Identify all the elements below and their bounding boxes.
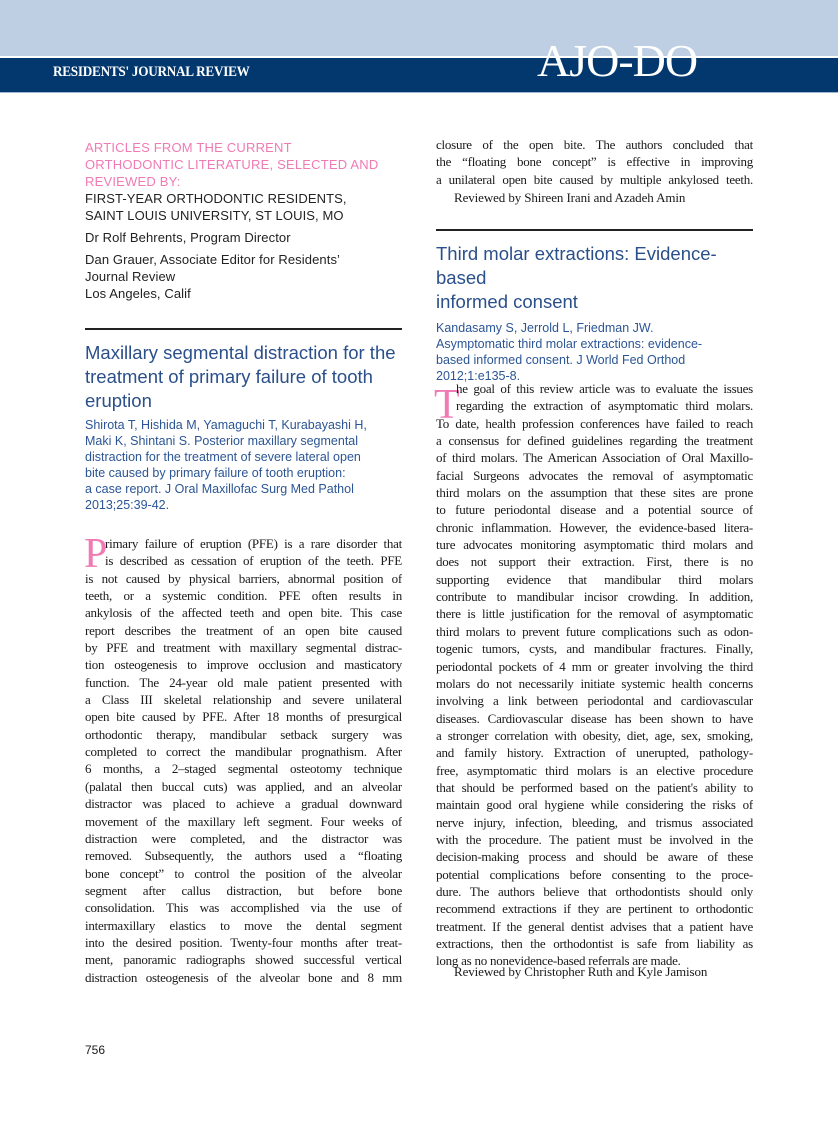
body-line: distraction osteogenesis of the alveolar bone and 8 mm xyxy=(85,969,402,985)
body-line: free, asymptomatic third molars is an elective procedure xyxy=(436,762,753,778)
body-line: completed to correct the mandibular prognathism. After xyxy=(85,744,402,760)
intro-heading xyxy=(85,139,402,190)
citation-line: 2012;1:e135-8. xyxy=(436,369,521,383)
body-line: periodontal pockets of 4 mm or greater involving the third xyxy=(436,658,753,674)
body-line: third molars to prevent future complications such as odon- xyxy=(436,623,753,639)
title-line: Maxillary segmental distraction for the xyxy=(85,342,396,363)
body-line: a consensus for defined guidelines regarding the treatment xyxy=(436,433,753,449)
body-line: ankylosis of the affected teeth and open bite. This case xyxy=(85,605,402,621)
intro-editor xyxy=(85,251,402,302)
body-line: (palatal then buccal cuts) was applied, and an alveolar xyxy=(85,778,402,794)
intro-editor-line: Journal Review xyxy=(85,269,176,284)
header-band-light xyxy=(0,0,838,56)
body-line: that should be performed based on the patient's ability to xyxy=(436,779,753,795)
body-line: To date, health profession conferences have failed to reach xyxy=(436,415,753,431)
body-line: regarding the extraction of asymptomatic third molars. xyxy=(456,398,753,414)
intro-editor-line: Dan Grauer, Associate Editor for Residents’ xyxy=(85,252,341,267)
intro-residents-line: SAINT LOUIS UNIVERSITY, ST LOUIS, MO xyxy=(85,208,344,223)
body-line: bone concept” to control the position of the alveolar xyxy=(85,865,402,881)
citation-line: Kandasamy S, Jerrold L, Friedman JW. xyxy=(436,321,654,335)
article2-citation xyxy=(436,320,753,384)
article1-citation xyxy=(85,417,402,513)
body-line: distractor was placed to achieve a gradual downward xyxy=(85,796,402,812)
body-line: ture advocates monitoring asymptomatic third molars and xyxy=(436,537,753,553)
citation-line: Asymptomatic third molar extractions: evidence- xyxy=(436,337,703,351)
body-line: there is little justification for the removal of asymptomatic xyxy=(436,606,753,622)
divider xyxy=(436,229,753,231)
intro-editor-line: Los Angeles, Calif xyxy=(85,286,191,301)
body-line: dure. The authors believe that orthodontists should only xyxy=(436,883,753,899)
body-line: decision-making process and should be aware of these xyxy=(436,849,753,865)
citation-line: based informed consent. J World Fed Orthod xyxy=(436,353,686,367)
body-line: and family history. Extraction of unerupted, pathology- xyxy=(436,745,753,761)
intro-block xyxy=(85,139,402,302)
body-line: he goal of this review article was to evaluate the issues xyxy=(456,381,753,396)
body-line: is described as cessation of eruption of the teeth. PFE xyxy=(105,553,402,569)
body-line: into the desired position. Twenty-four months after treat- xyxy=(85,934,402,950)
body-line: recommend extractions if they are pertinent to orthodontic xyxy=(436,901,753,917)
article1-body xyxy=(84,531,402,986)
citation-line: 2013;25:39-42. xyxy=(85,498,170,512)
body-line: maintain good oral hygiene while considering the risks of xyxy=(436,797,753,813)
article1-body-continued xyxy=(436,136,753,188)
body-line: segment after callus distraction, but before bone xyxy=(85,882,402,898)
body-line: report describes the treatment of an open bite caused xyxy=(85,622,402,638)
body-line: treatment. If the general dentist advises that a patient have xyxy=(436,918,753,934)
citation-line: Shirota T, Hishida M, Yamaguchi T, Kurabayashi H, xyxy=(85,418,367,432)
body-line: a stronger correlation with obesity, diet, age, sex, smoking, xyxy=(436,727,753,743)
body-line: diseases. Cardiovascular disease has been shown to have xyxy=(436,710,753,726)
body-line: distraction were completed, and the distractor was xyxy=(85,830,402,846)
intro-residents xyxy=(85,190,402,224)
title-line: treatment of primary failure of tooth xyxy=(85,366,373,387)
intro-residents-line: FIRST-YEAR ORTHODONTIC RESIDENTS, xyxy=(85,191,347,206)
title-line: eruption xyxy=(85,390,152,411)
body-line: to future periodontal disease and a potential source of xyxy=(436,502,753,518)
article1-title xyxy=(85,341,402,413)
body-line: facial Surgeons advocates the removal of asymptomatic xyxy=(436,467,753,483)
intro-heading-line: ORTHODONTIC LITERATURE, SELECTED AND xyxy=(85,157,379,172)
citation-line: Maki K, Shintani S. Posterior maxillary segmental xyxy=(85,434,359,448)
body-line: nerve injury, infection, bleeding, and trismus associated xyxy=(436,814,753,830)
body-line: extractions, then the orthodontist is safe from liability as xyxy=(436,936,753,951)
body-line: orthodontic therapy, mandibular setback surgery was xyxy=(85,726,402,742)
body-line: closure of the open bite. The authors concluded that xyxy=(436,137,753,152)
body-line: molars do not necessarily initiate systemic health concerns xyxy=(436,675,753,691)
citation-line: distraction for the treatment of severe lateral open xyxy=(85,450,361,464)
article2-drop-cap: T xyxy=(434,382,460,428)
body-line: 6 months, a 2–staged segmental osteotomy technique xyxy=(85,761,402,777)
title-line: Third molar extractions: Evidence-based xyxy=(436,243,717,288)
body-line: the “floating bone concept” is effective in improving xyxy=(436,154,753,170)
article1-reviewed-by: Reviewed by Shireen Irani and Azadeh Amin xyxy=(454,190,686,205)
article2-header xyxy=(436,242,753,384)
body-line: third molars on the assumption that these sites are prone xyxy=(436,485,753,501)
body-line: is not caused by physical barriers, abnormal position of xyxy=(85,570,402,586)
intro-heading-line: REVIEWED BY: xyxy=(85,174,181,189)
article1-header xyxy=(85,341,402,513)
body-line: by PFE and treatment with maxillary segmental distrac- xyxy=(85,640,402,656)
body-line: tion osteogenesis to improve occlusion and masticatory xyxy=(85,657,402,673)
intro-director: Dr Rolf Behrents, Program Director xyxy=(85,230,291,245)
body-line: intermaxillary elastics to move the dental segment xyxy=(85,917,402,933)
body-line: a Class III skeletal relationship and severe unilateral xyxy=(85,692,402,708)
section-label: RESIDENTS' JOURNAL REVIEW xyxy=(53,64,250,80)
body-line: chronic inflammation. However, the evidence-based litera- xyxy=(436,519,753,535)
body-line: with the procedure. The patient must be involved in the xyxy=(436,831,753,847)
body-line: removed. Subsequently, the authors used a “floating xyxy=(85,848,402,864)
body-line: ment, panoramic radiographs showed successful vertical xyxy=(85,952,402,968)
article2-body xyxy=(436,380,753,970)
journal-logo: AJO-DO xyxy=(537,35,698,86)
body-line: supporting evidence that mandibular third molars xyxy=(436,571,753,587)
body-line: consolidation. This was accomplished via the use of xyxy=(85,900,402,916)
body-line: open bite caused by PFE. After 18 months of presurgical xyxy=(85,709,402,725)
body-line: potential complications before consenting to the proce- xyxy=(436,866,753,882)
citation-line: a case report. J Oral Maxillofac Surg Med Pathol xyxy=(85,482,354,496)
page-number: 756 xyxy=(85,1043,106,1057)
body-line: teeth, or a systemic condition. PFE often results in xyxy=(85,588,402,604)
divider xyxy=(85,328,402,330)
body-line: involving a link between periodontal and cardiovascular xyxy=(436,693,753,709)
body-line: togenic tumors, cysts, and mandibular fractures. Finally, xyxy=(436,641,753,657)
article1-drop-cap: P xyxy=(84,531,108,577)
article2-title xyxy=(436,242,753,314)
body-line: movement of the maxillary left segment. Four weeks of xyxy=(85,813,402,829)
body-line: of third molars. The American Association of Oral Maxillo- xyxy=(436,450,753,466)
body-line: rimary failure of eruption (PFE) is a rare disorder that xyxy=(105,536,402,551)
body-line: a unilateral open bite caused by multiple ankylosed teeth. xyxy=(436,171,753,187)
article2-reviewed-by: Reviewed by Christopher Ruth and Kyle Jamison xyxy=(454,964,708,979)
intro-heading-line: ARTICLES FROM THE CURRENT xyxy=(85,140,292,155)
body-line: does not support their extraction. First, there is no xyxy=(436,554,753,570)
title-line: informed consent xyxy=(436,291,578,312)
body-line: contribute to mandibular incisor crowding. In addition, xyxy=(436,589,753,605)
body-line: long as no nonevidence-based referrals are made. xyxy=(436,953,681,969)
citation-line: bite caused by primary failure of tooth eruption: xyxy=(85,466,346,480)
body-line: function. The 24-year old male patient presented with xyxy=(85,674,402,690)
